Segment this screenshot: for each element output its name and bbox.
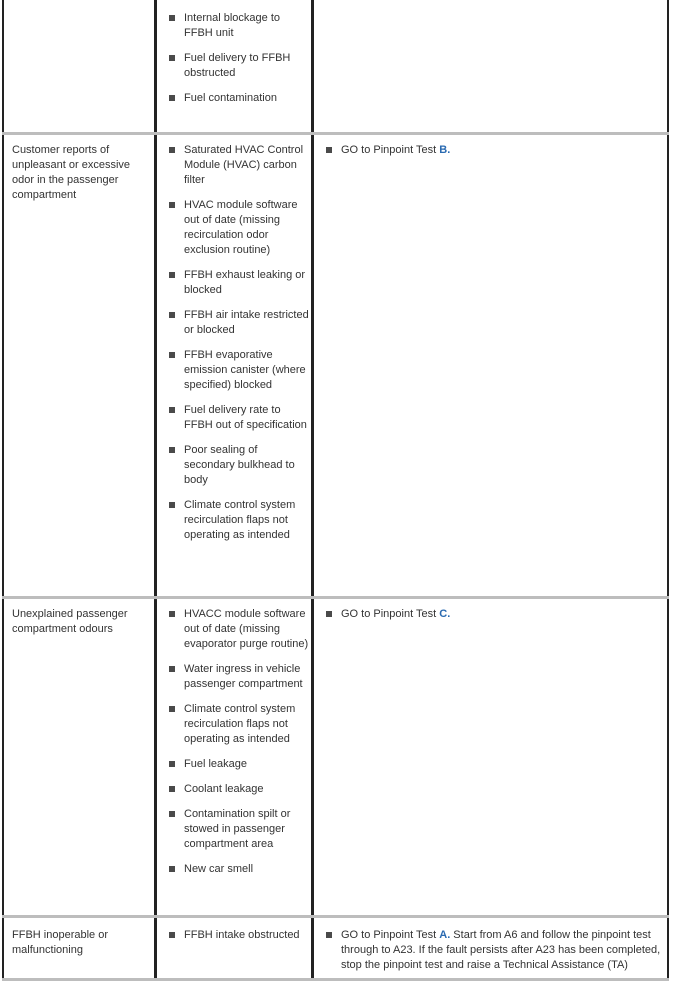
diagnostic-table [2, 0, 669, 981]
row-divider [2, 132, 669, 135]
row-divider [2, 915, 669, 918]
cause-item: Internal blockage to FFBH unit [169, 11, 309, 41]
cause-item: FFBH exhaust leaking or blocked [169, 268, 309, 298]
pinpoint-test-a-link[interactable]: A. [439, 929, 451, 941]
cause-item: FFBH evaporative emission canister (where specified) blocked [169, 348, 309, 393]
row-divider [2, 596, 669, 599]
table-row-2-symptom [12, 607, 152, 637]
action-item [326, 143, 663, 158]
cause-item: New car smell [169, 862, 309, 877]
pinpoint-test-c-link[interactable]: C. [439, 608, 451, 620]
table-row-3-symptom [12, 928, 152, 958]
pinpoint-test-b-link[interactable]: B. [439, 144, 451, 156]
cause-item: Coolant leakage [169, 782, 309, 797]
cause-item: HVACC module software out of date (missing evaporator purge routine) [169, 607, 309, 652]
table-row-0-causes [169, 11, 309, 116]
cause-item: Fuel contamination [169, 91, 309, 106]
cause-item: Poor sealing of secondary bulkhead to body [169, 443, 309, 488]
table-border-right [667, 0, 669, 981]
column-divider-2 [311, 0, 314, 981]
table-row-3-causes [169, 928, 309, 953]
table-row-1-actions [326, 143, 663, 168]
cause-item: Contamination spilt or stowed in passenger compartment area [169, 807, 309, 852]
action-text: GO to Pinpoint Test [341, 608, 440, 620]
cause-item: Climate control system recirculation flaps not operating as intended [169, 702, 309, 747]
cause-item: FFBH intake obstructed [169, 928, 309, 943]
cause-item: FFBH air intake restricted or blocked [169, 308, 309, 338]
table-row-1-symptom [12, 143, 152, 203]
cause-item: Climate control system recirculation flaps not operating as intended [169, 498, 309, 543]
action-item [326, 928, 663, 973]
symptom-text: FFBH inoperable or malfunctioning [12, 929, 108, 956]
table-row-2-causes [169, 607, 309, 887]
action-text-suffix: Start from A6 and follow the pinpoint test through to A23. If the fault persists after A23 has been completed, stop the pinpoint test and raise a Technical Assistance (TA) [341, 929, 661, 971]
table-row-3-actions [326, 928, 663, 983]
action-text: GO to Pinpoint Test [341, 144, 440, 156]
cause-item: Fuel leakage [169, 757, 309, 772]
action-item [326, 607, 663, 622]
cause-item: Fuel delivery rate to FFBH out of specification [169, 403, 309, 433]
action-text: GO to Pinpoint Test [341, 929, 440, 941]
cause-item: Saturated HVAC Control Module (HVAC) carbon filter [169, 143, 309, 188]
cause-item: Fuel delivery to FFBH obstructed [169, 51, 309, 81]
cause-item: Water ingress in vehicle passenger compartment [169, 662, 309, 692]
table-border-left [2, 0, 4, 981]
symptom-text: Customer reports of unpleasant or excessive odor in the passenger compartment [12, 144, 131, 201]
column-divider-1 [154, 0, 157, 981]
table-row-1-causes [169, 143, 309, 553]
table-row-2-actions [326, 607, 663, 632]
symptom-text: Unexplained passenger compartment odours [12, 608, 128, 635]
cause-item: HVAC module software out of date (missing recirculation odor exclusion routine) [169, 198, 309, 258]
